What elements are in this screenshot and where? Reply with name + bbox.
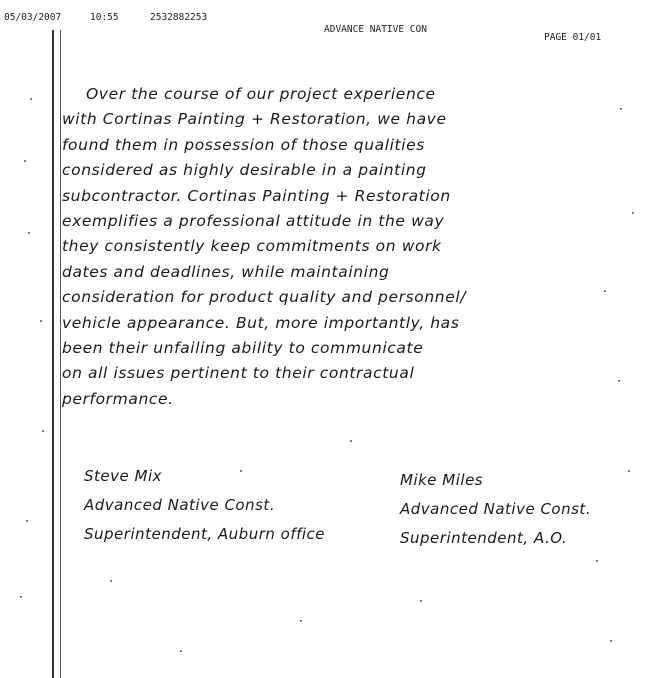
letter-line: consideration for product quality and personnel/ [62, 288, 467, 307]
letter-line: performance. [62, 389, 174, 408]
signer-company: Advanced Native Const. [84, 496, 276, 514]
letter-line: subcontractor. Cortinas Painting + Restoration [62, 186, 451, 205]
fax-phone: 2532882253 [150, 12, 208, 23]
letter-line: with Cortinas Painting + Restoration, we have [62, 110, 447, 129]
letter-line: on all issues pertinent to their contractual [62, 364, 415, 383]
signature-block-left [84, 462, 325, 549]
letter-line: been their unfailing ability to communicate [62, 338, 424, 357]
fax-company: ADVANCE NATIVE CON [324, 24, 427, 35]
signer-title: Superintendent, Auburn office [84, 525, 326, 543]
letter-line: Over the course of our project experience [86, 85, 436, 103]
letter-line: they consistently keep commitments on work [62, 237, 442, 256]
signature-block-right [400, 466, 591, 553]
signer-name: Mike Miles [400, 471, 484, 489]
margin-rule [52, 30, 54, 678]
margin-rule-inner [60, 30, 61, 678]
fax-time: 10:55 [90, 12, 119, 23]
fax-date: 05/03/2007 [4, 12, 62, 23]
fax-header [4, 10, 644, 43]
letter-line: exemplifies a professional attitude in the way [62, 211, 445, 230]
signer-title: Superintendent, A.O. [400, 529, 568, 547]
letter-line: considered as highly desirable in a painting [62, 161, 427, 180]
letter-line: dates and deadlines, while maintaining [62, 262, 390, 281]
letter-line: vehicle appearance. But, more importantly, has [62, 313, 460, 332]
signer-company: Advanced Native Const. [400, 500, 592, 518]
letter-body [62, 82, 622, 412]
letter-line: found them in possession of those qualities [62, 135, 425, 154]
signer-name: Steve Mix [84, 467, 162, 485]
fax-page-number: PAGE 01/01 [544, 32, 602, 43]
